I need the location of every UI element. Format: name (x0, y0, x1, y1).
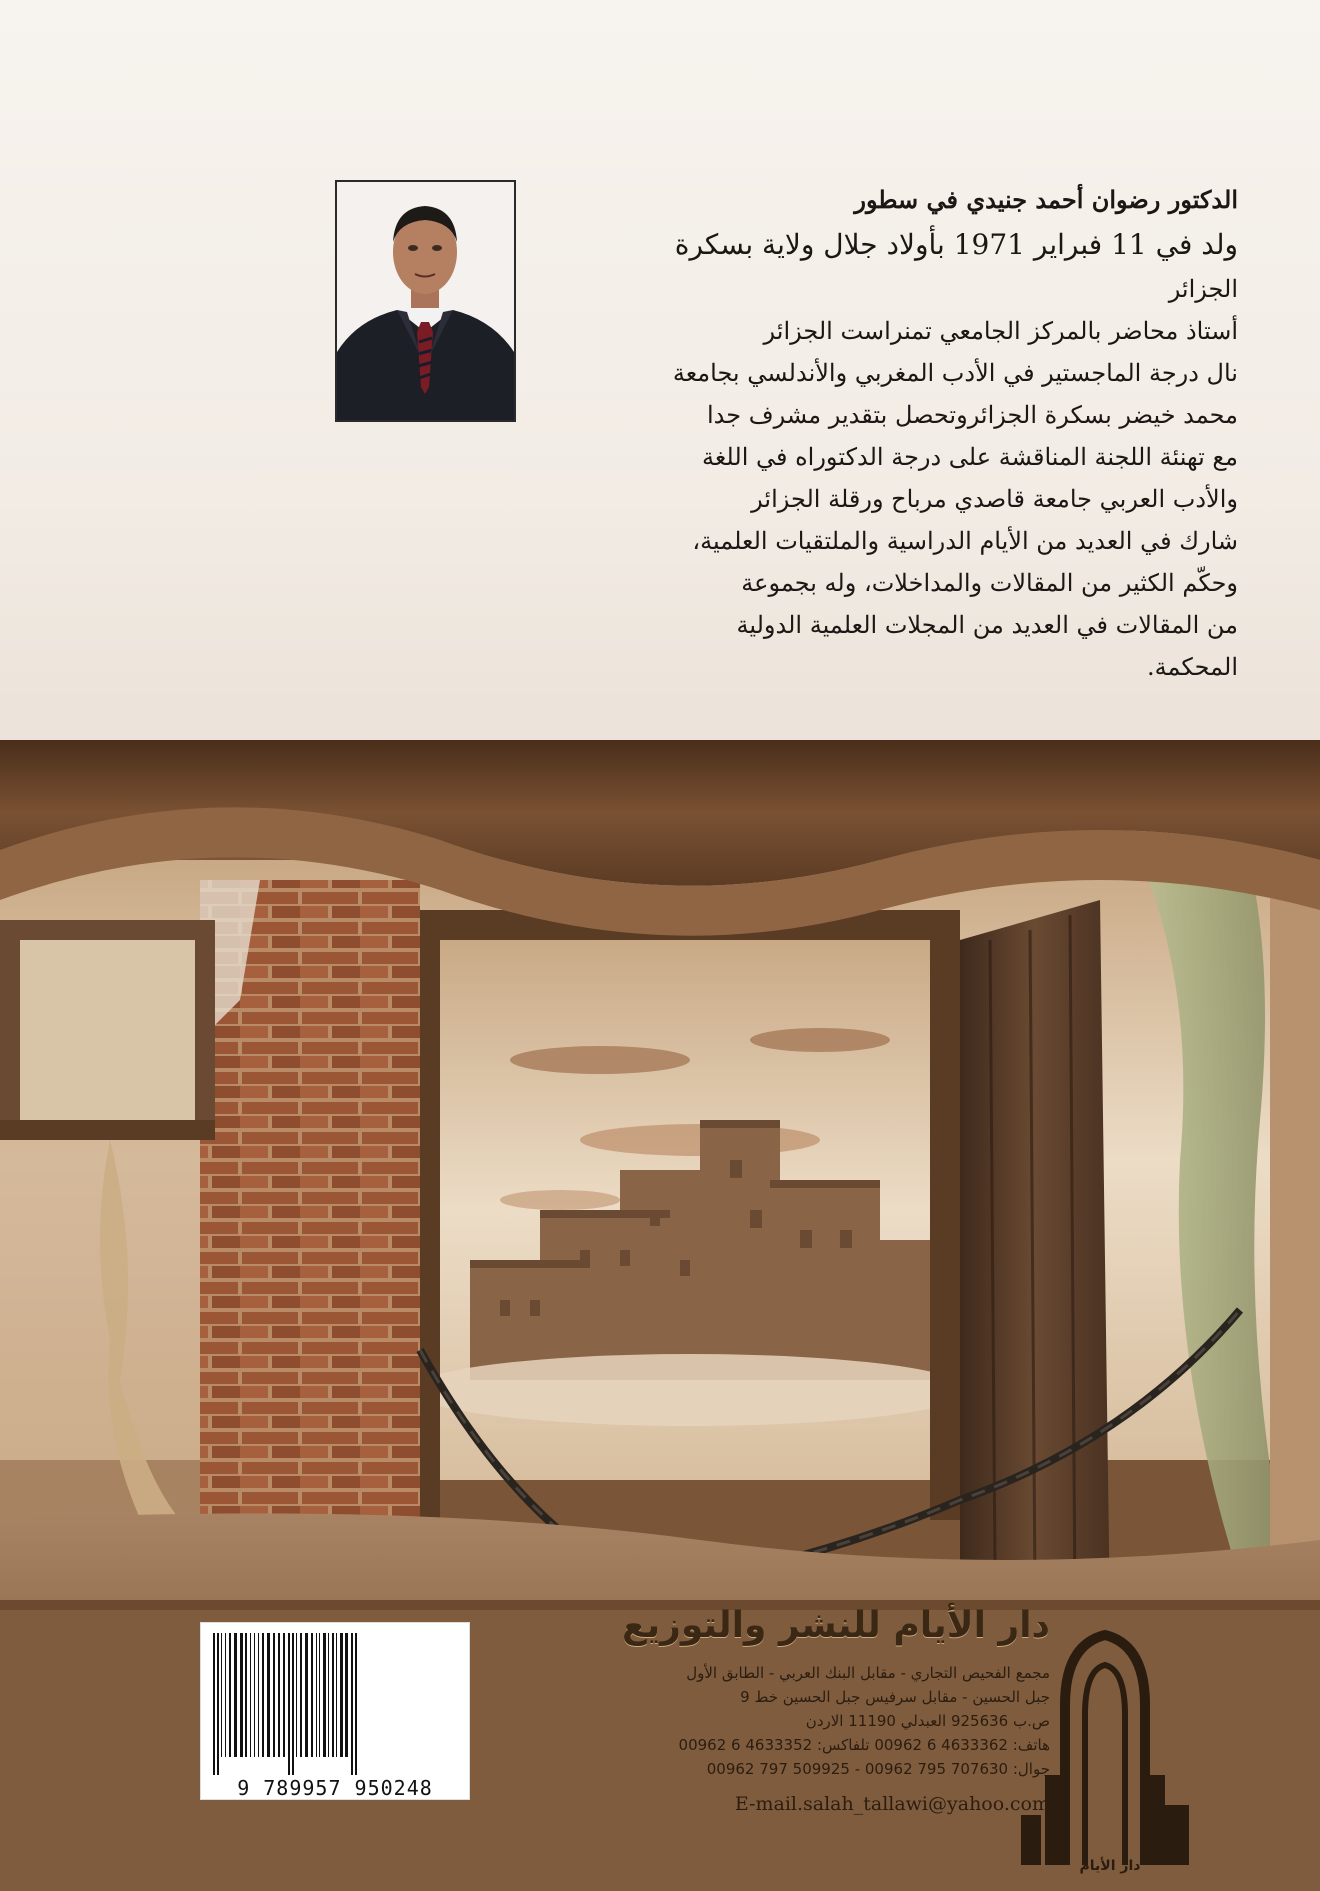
barcode-bar (319, 1633, 320, 1757)
barcode-bar (288, 1633, 290, 1775)
barcode-bar (351, 1633, 353, 1775)
bio-line: مع تهنئة اللجنة المناقشة على درجة الدكتوراه في اللغة (701, 443, 1238, 471)
address-line: مجمع الفحيص التجاري - مقابل البنك العربي - الطابق الأول (686, 1664, 1050, 1682)
barcode-bar (336, 1633, 337, 1757)
author-photo (335, 180, 516, 422)
barcode-bar (229, 1633, 231, 1757)
barcode-bar (311, 1633, 313, 1757)
barcode-bar (245, 1633, 247, 1757)
barcode-bar (296, 1633, 297, 1757)
publisher-info (615, 1605, 1255, 1855)
isbn-barcode (200, 1622, 470, 1800)
publisher-address (590, 1661, 1050, 1781)
barcode-bar (273, 1633, 275, 1757)
barcode-bar (225, 1633, 226, 1757)
isbn-number: 9 789957 950248 (237, 1776, 433, 1800)
barcode-bar (213, 1633, 215, 1775)
barcode-bar (217, 1633, 219, 1775)
barcode-bar (345, 1633, 348, 1757)
address-line: هاتف: 4633362 6 00962 تلفاكس: 4633352 6 00962 (678, 1736, 1050, 1754)
barcode-bar (240, 1633, 243, 1757)
author-bio (548, 178, 1238, 688)
bio-line: المحكمة. (1147, 653, 1238, 681)
barcode-bar (332, 1633, 334, 1757)
bio-line: ولد في 11 فبراير 1971 بأولاد جلال ولاية بسكرة (674, 228, 1238, 261)
barcode-bar (262, 1633, 264, 1757)
barcode-bar (305, 1633, 308, 1757)
publisher-logo-text: دار الأيام (1079, 1858, 1141, 1874)
barcode-bar (267, 1633, 270, 1757)
address-line: ص.ب 925636 العبدلي 11190 الاردن (805, 1712, 1050, 1730)
address-line: جبل الحسين - مقابل سرفيس جبل الحسين خط 9 (740, 1688, 1050, 1706)
barcode-bar (316, 1633, 317, 1757)
barcode-bar (254, 1633, 255, 1757)
bio-line: من المقالات في العديد من المجلات العلمية الدولية (736, 611, 1238, 639)
barcode-bar (234, 1633, 237, 1757)
bio-line: شارك في العديد من الأيام الدراسية والملتقيات العلمية، (692, 527, 1238, 555)
publisher-name: دار الأيام للنشر والتوزيع (622, 1605, 1050, 1646)
publisher-email: E-mail.salah_tallawi@yahoo.com (734, 1793, 1050, 1815)
barcode-bar (300, 1633, 302, 1757)
barcode-bar (340, 1633, 343, 1757)
address-line: جوال: 707630 795 00962 - 509925 797 00962 (706, 1760, 1050, 1778)
bio-line: وحكّم الكثير من المقالات والمداخلات، وله بجموعة (741, 569, 1238, 597)
barcode-bar (250, 1633, 251, 1757)
barcode-bar (355, 1633, 357, 1775)
bio-line: والأدب العربي جامعة قاصدي مرباح ورقلة الجزائر (751, 485, 1238, 513)
barcode-bar (292, 1633, 294, 1775)
bio-line: أستاذ محاضر بالمركز الجامعي تمنراست الجزائر (763, 317, 1238, 345)
barcode-bar (278, 1633, 280, 1757)
bio-line: محمد خيضر بسكرة الجزائروتحصل بتقدير مشرف جدا (706, 401, 1238, 429)
barcode-bar (258, 1633, 259, 1757)
barcode-bar (328, 1633, 329, 1757)
bio-line: نال درجة الماجستير في الأدب المغربي والأندلسي بجامعة (672, 359, 1238, 387)
barcode-bar (283, 1633, 285, 1757)
barcode-bar (323, 1633, 326, 1757)
bio-line: الجزائر (1168, 275, 1238, 303)
barcode-bar (221, 1633, 222, 1757)
bio-heading: الدكتور رضوان أحمد جنيدي في سطور (854, 185, 1238, 214)
